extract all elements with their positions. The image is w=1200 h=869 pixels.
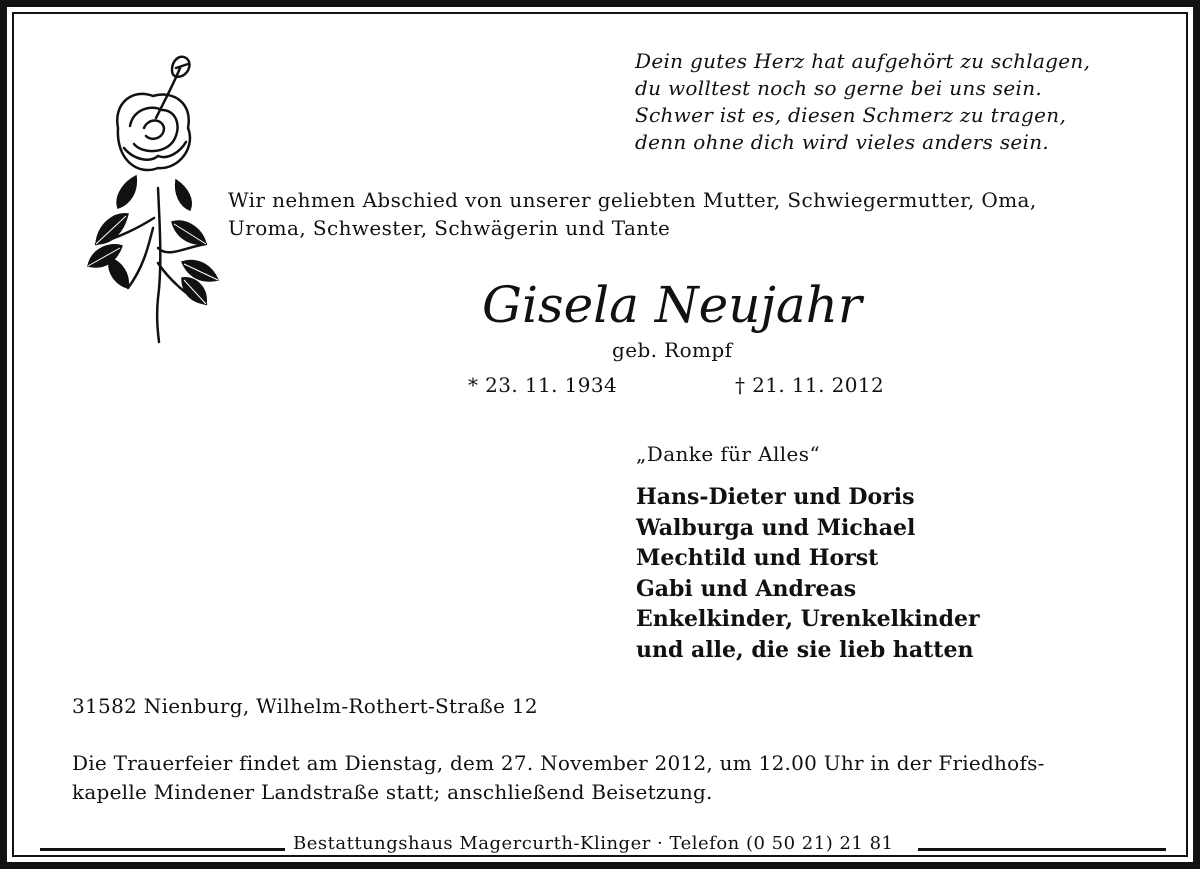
intro-line: Wir nehmen Abschied von unserer geliebten Mutter, Schwiegermutter, Oma, (228, 188, 1037, 212)
farewell-intro (228, 186, 1037, 242)
birth-date: * 23. 11. 1934 (468, 373, 618, 397)
mourner-entry: Walburga und Michael (636, 514, 916, 541)
mourner-entry: und alle, die sie lieb hatten (636, 636, 974, 663)
address: 31582 Nienburg, Wilhelm-Rothert-Straße 12 (72, 694, 538, 718)
thanks-quote: „Danke für Alles“ (636, 442, 821, 466)
birth-name: geb. Rompf (612, 338, 733, 362)
intro-line: Uroma, Schwester, Schwägerin und Tante (228, 216, 671, 240)
death-date: † 21. 11. 2012 (735, 373, 885, 397)
rose-icon (58, 48, 228, 346)
poem-line: Dein gutes Herz hat aufgehört zu schlagen, (635, 49, 1091, 73)
ceremony-line: kapelle Mindener Landstraße statt; anschließend Beisetzung. (72, 780, 713, 804)
footer-rule-left (40, 848, 285, 851)
mourner-entry: Hans-Dieter und Doris (636, 484, 915, 510)
poem-line: denn ohne dich wird vieles anders sein. (635, 130, 1050, 154)
ceremony-line: Die Trauerfeier findet am Dienstag, dem 27. November 2012, um 12.00 Uhr in der Friedhofs- (72, 751, 1045, 775)
mourner-entry: Enkelkinder, Urenkelkinder (636, 606, 980, 632)
memorial-poem (635, 48, 1090, 156)
poem-line: du wolltest noch so gerne bei uns sein. (635, 76, 1043, 100)
deceased-name: Gisela Neujahr (482, 276, 862, 334)
ceremony-notice (72, 749, 1045, 807)
footer-rule-right (918, 848, 1166, 851)
poem-line: Schwer ist es, diesen Schmerz zu tragen, (635, 103, 1067, 127)
mourner-entry: Mechtild und Horst (636, 545, 879, 571)
funeral-home-footer: Bestattungshaus Magercurth-Klinger · Telefon (0 50 21) 21 81 (293, 833, 894, 854)
mourner-entry: Gabi und Andreas (636, 575, 857, 602)
mourners-list (636, 482, 980, 665)
